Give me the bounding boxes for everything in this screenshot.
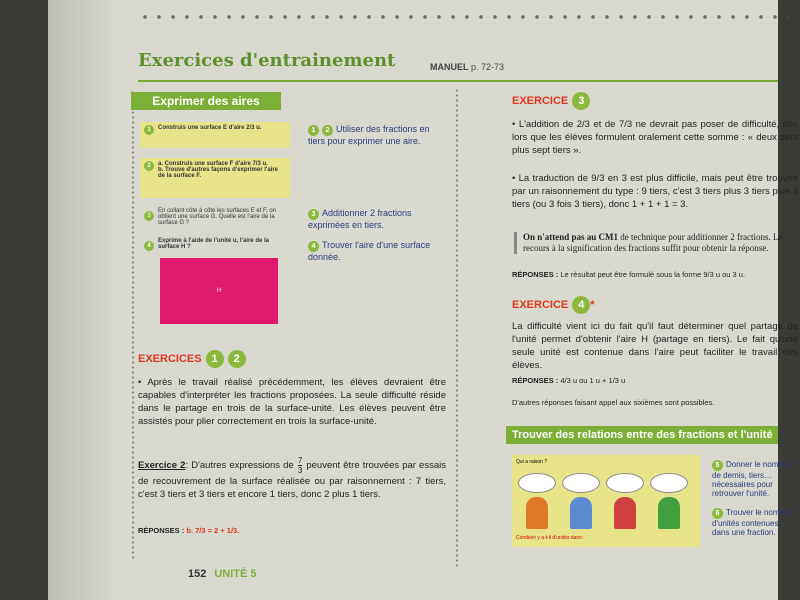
exercise-2: 2 a. Construis une surface F d'aire 7/3 u. b. Trouve d'autres façons d'exprimer l'aire de la surface F. [140, 158, 290, 198]
exercise-3: 3 En collant côte à côte les surfaces E et F, on obtient une surface G. Quelle est l'aire de la surface G ? [140, 208, 290, 226]
cartoon-exercise-5: Qui a raison ? Combien y a-t-il d'unités dans : [512, 455, 700, 547]
column-divider [456, 88, 458, 568]
manual-pages: p. 72-73 [471, 62, 505, 72]
exercises-1-2-answers: RÉPONSES : b. 7/3 = 2 + 1/3. [138, 526, 240, 535]
exercise-4-paragraph: La difficulté vient ici du fait qu'il faut déterminer quel partage de l'unité permet d'obtenir l'aire H (partage en tiers). Le fait qu'une seule unité est contenue dans l'aire peut faciliter le travail des élèves. [512, 321, 798, 371]
speech-bubble [606, 473, 644, 493]
book-page [48, 0, 798, 600]
child-illustration [570, 497, 592, 529]
manual-reference: MANUEL p. 72-73 [430, 62, 505, 72]
exercise-1: 1 Construis une surface E d'aire 2/3 u. [140, 122, 290, 148]
exercise-3-paragraph-2: • La traduction de 9/3 en 3 est plus difficile, mais peut être trouvée par un raisonnement du type : 9 tiers, c'est 3 tiers plus 3 tiers plus 3 tiers (ou 3 fois 3 tiers), donc 1 + 1 + 1 = 3. [512, 173, 798, 210]
number-badge: 3 [144, 211, 154, 221]
title-rule [138, 80, 778, 82]
speech-bubble [650, 473, 688, 493]
objective-4: 4 Trouver l'aire d'une surface donnée. [308, 240, 431, 262]
exercise-3-paragraph-1: • L'addition de 2/3 et de 7/3 ne devrait pas poser de difficulté, dès lors que les élèves formulent oralement cette somme : « deux tiers plus sept tiers ». [512, 119, 798, 156]
page-footer: 152 UNITÉ 5 [188, 568, 257, 580]
left-dotted-rule [132, 90, 134, 560]
exercise-3-heading: EXERCICE 3 [512, 92, 590, 110]
fraction-7-3: $\frac{7}{3}$ [297, 456, 303, 475]
objective-3: 3 Additionner 2 fractions exprimées en tiers. [308, 208, 412, 230]
exercise-4-answers: RÉPONSES : 4/3 u ou 1 u + 1/3 u [512, 376, 626, 385]
top-dotted-rule [138, 14, 788, 20]
objective-5: 5 Donner le nombre de demis, tiers… nécessaires pour retrouver l'unité. [712, 460, 791, 498]
child-illustration [658, 497, 680, 529]
number-badge: 1 [144, 125, 154, 135]
child-illustration [614, 497, 636, 529]
child-illustration [526, 497, 548, 529]
speech-bubble [562, 473, 600, 493]
objective-6: 6 Trouver le nombre d'unités contenues dans une fraction. [712, 508, 792, 537]
exercise-2-paragraph: Exercice 2: D'autres expressions de $\frac{7}{3}$ peuvent être trouvées par essais de recouvrement de la surface réalisée ou par raisonnement : 7 tiers, c'est 3 tiers et 3 tiers et encore 1 tiers, donc 2 plus 1 tiers. [138, 456, 446, 500]
exercises-1-2-paragraph: • Après le travail réalisé précédemment, les élèves devraient être capables d'interpréter les fractions proposées. La seule difficulté réside dans le partage en trois de la surface-unité. Les élèves peuvent être assistés pour plier correctement en trois la surface-unité. [138, 377, 446, 427]
speech-bubble [518, 473, 556, 493]
exercises-1-2-heading: EXERCICES 1 2 [138, 350, 246, 368]
surface-h: H [160, 258, 278, 324]
exercise-4: 4 Exprime à l'aide de l'unité u, l'aire de la surface H ? [140, 238, 290, 250]
exercise-3-answers: RÉPONSES : Le résultat peut être formulé sous la forme 9/3 u ou 3 u. [512, 270, 746, 279]
exercise-4-heading: EXERCICE 4 * [512, 296, 595, 314]
relations-box-title: Trouver des relations entre des fractions et l'unité [506, 426, 778, 444]
exercise-box-title: Exprimer des aires [131, 92, 281, 110]
objective-1-2: 1 2 Utiliser des fractions en tiers pour exprimer une aire. [308, 124, 430, 146]
number-badge: 4 [144, 241, 154, 251]
page-title: Exercices d'entrainement [138, 50, 396, 71]
exercise-4-note: D'autres réponses faisant appel aux sixièmes sont possibles. [512, 398, 715, 407]
teacher-note: On n'attend pas au CM1 de technique pour additionner 2 fractions. Le recours à la signification des fractions suffit pour obtenir la réponse. [514, 232, 800, 254]
number-badge: 2 [144, 161, 154, 171]
